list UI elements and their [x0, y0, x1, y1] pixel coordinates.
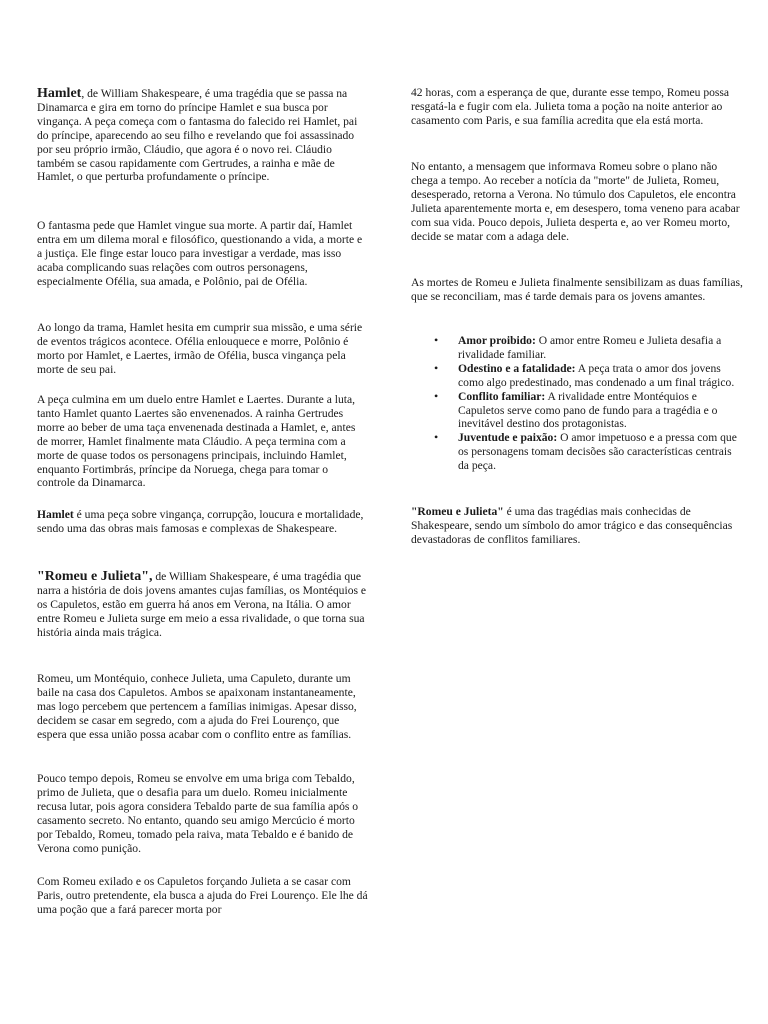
- hamlet-summary-lead: Hamlet: [37, 508, 74, 521]
- romeo-summary-text: é uma das tragédias mais conhecidas de Shakespeare, sendo um símbolo do amor trágico e das consequências devastadoras de conflitos familiares.: [411, 505, 733, 546]
- romeo-intro-text: de William Shakespeare, é uma tragédia que narra a história de dois jovens amantes cujas famílias, os Montéquios e os Capuletos, estão em guerra há anos em Verona, na Itália. O amor entre Romeu e Julieta surge em meio a essa rivalidade, o que torna sua história ainda mais trágica.: [37, 570, 367, 639]
- hamlet-intro-paragraph: [37, 87, 368, 184]
- tomb-paragraph: No entanto, a mensagem que informava Romeu sobre o plano não chega a tempo. Ao receber a notícia da "morte" de Julieta, Romeu, desesperado, retorna a Verona. No túmulo dos Capuletos, ele encontra Julieta aparentemente morta e, em desespero, toma veneno para acabar com sua vida. Pouco depois, Julieta desperta e, ao ver Romeu morto, decide se matar com a adaga dele.: [411, 160, 740, 243]
- hamlet-ghost-paragraph: O fantasma pede que Hamlet vingue sua morte. A partir daí, Hamlet entra em um dilema moral e filosófico, questionando a vida, a morte e a justiça. Ele finge estar louco para investigar a verdade, mas isso acaba complicando suas relações com outros personagens, especialmente Ofélia, sua amada, e Polônio, pai de Ofélia.: [37, 219, 363, 288]
- list-item: [411, 431, 743, 473]
- romeo-summary-paragraph: [411, 505, 743, 547]
- hamlet-plot-paragraph: Ao longo da trama, Hamlet hesita em cumprir sua missão, e uma série de eventos trágicos acontece. Ofélia enlouquece e morre, Polônio é morto por Hamlet, e Laertes, irmão de Ofélia, busca vingança pela morte de seu pai.: [37, 321, 363, 376]
- romeo-meets-paragraph: Romeu, um Montéquio, conhece Julieta, uma Capuleto, durante um baile na casa dos Capuletos. Ambos se apaixonam instantaneamente, mas logo percebem que pertencem a famílias inimigas. Apesar disso, decidem se casar em segredo, com a ajuda do Frei Lourenço, que espera que essa união possa acabar com o conflito entre as famílias.: [37, 672, 357, 741]
- hamlet-intro-text: , de William Shakespeare, é uma tragédia que se passa na Dinamarca e gira em torno do príncipe Hamlet e sua busca por vingança. A peça começa com o fantasma do falecido rei Hamlet, pai do príncipe, aparecendo ao seu filho e revelando que foi assassinado por seu próprio irmão, Cláudio, que agora é o novo rei. Cláudio também se casou rapidamente com Gertrudes, a rainha e mãe de Hamlet, o que perturba profundamente o príncipe.: [37, 87, 358, 184]
- romeo-intro-paragraph: [37, 570, 368, 640]
- theme-term: Odestino e a fatalidade:: [458, 361, 576, 375]
- potion-paragraph: 42 horas, com a esperança de que, durante esse tempo, Romeu possa resgatá-la e fugir com ela. Julieta toma a poção na noite anterior ao casamento com Paris, e sua família acredita que ela está morta.: [411, 86, 730, 127]
- romeo-title: "Romeu e Julieta",: [37, 569, 153, 584]
- themes-list: [411, 334, 743, 473]
- romeo-exile-paragraph: Com Romeu exilado e os Capuletos forçando Julieta a se casar com Paris, outro pretendente, ela busca a ajuda do Frei Lourenço. Ele lhe dá uma poção que a fará parecer morta por: [37, 875, 368, 916]
- theme-text: O amor entre Romeu e Julieta desafia a rivalidade familiar.: [458, 334, 722, 361]
- hamlet-summary-text: é uma peça sobre vingança, corrupção, loucura e mortalidade, sendo uma das obras mais famosas e complexas de Shakespeare.: [37, 508, 364, 535]
- hamlet-duel-paragraph: A peça culmina em um duelo entre Hamlet e Laertes. Durante a luta, tanto Hamlet quanto Laertes são envenenados. A rainha Gertrudes morre ao beber de uma taça envenenada destinada a Hamlet, e, antes de morrer, Hamlet finalmente mata Cláudio. A peça termina com a morte de quase todos os personagens principais, incluindo Hamlet, enquanto Fortimbrás, príncipe da Noruega, chega para tomar o controle da Dinamarca.: [37, 393, 356, 490]
- romeo-fight-paragraph: Pouco tempo depois, Romeu se envolve em uma briga com Tebaldo, primo de Julieta, que o desafia para um duelo. Romeu inicialmente recusa lutar, pois agora considera Tebaldo parte de sua família após o casamento secreto. No entanto, quando seu amigo Mercúcio é morto por Tebaldo, Romeu, tomado pela raiva, mata Tebaldo e é banido de Verona como punição.: [37, 772, 359, 855]
- theme-term: Conflito familiar:: [458, 389, 546, 403]
- theme-term: Juventude e paixão:: [458, 431, 558, 445]
- hamlet-title: Hamlet: [37, 86, 82, 101]
- list-item: [411, 390, 743, 432]
- theme-text: A peça trata o amor dos jovens como algo predestinado, mas condenado a um final trágico.: [458, 361, 735, 389]
- list-item: [411, 334, 743, 362]
- hamlet-summary-paragraph: [37, 508, 368, 536]
- theme-text: O amor impetuoso e a pressa com que os personagens tomam decisões são características centrais da peça.: [458, 431, 737, 473]
- list-item: [411, 362, 743, 390]
- reconciliation-paragraph: As mortes de Romeu e Julieta finalmente sensibilizam as duas famílias, que se reconciliam, mas é tarde demais para os jovens amantes.: [411, 276, 743, 303]
- romeo-summary-lead: "Romeu e Julieta": [411, 505, 504, 518]
- theme-text: A rivalidade entre Montéquios e Capuletos serve como pano de fundo para a tragédia e o inevitável destino dos protagonistas.: [458, 389, 718, 431]
- theme-term: Amor proibido:: [458, 334, 536, 347]
